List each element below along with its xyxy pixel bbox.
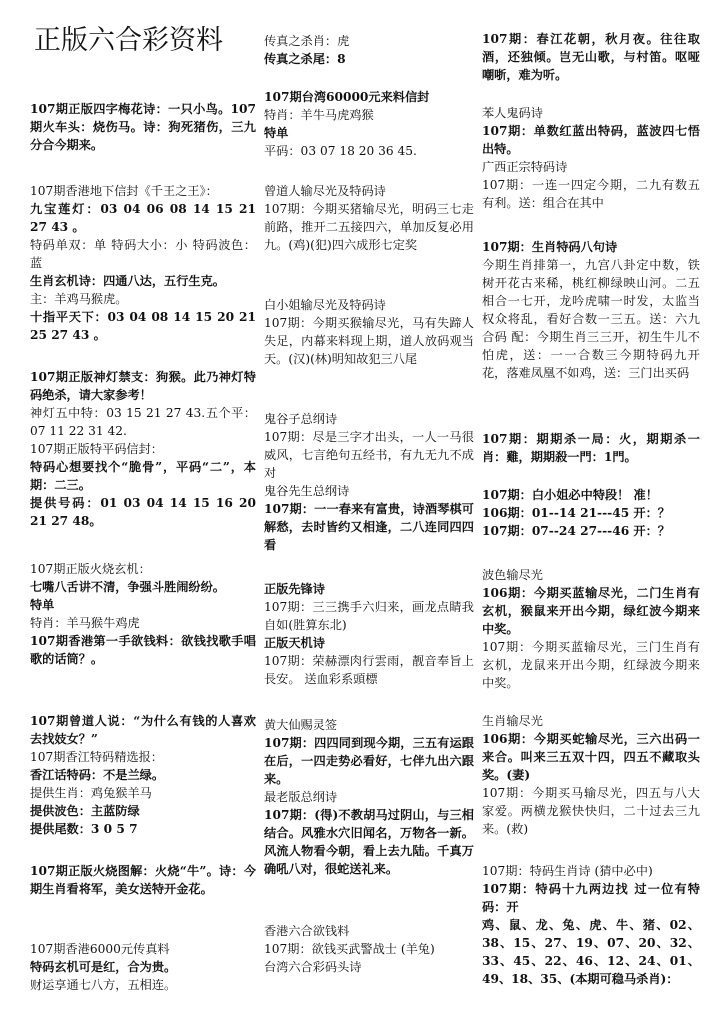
page-title: 正版六合彩资料	[34, 25, 223, 56]
section-underground-envelope	[30, 182, 256, 344]
section-color-lose-all	[482, 566, 700, 692]
section-special-zodiac	[482, 862, 700, 988]
column-right	[482, 0, 700, 1024]
section-taiwan-envelope	[264, 88, 474, 160]
text-line: 107期：尽是三字才出头，一人一马很威风，七言绝句五经书，有九无九不成对	[264, 430, 474, 480]
section-ghost-code	[482, 104, 700, 212]
text-line: 神灯五中特：03 15 21 27 43.五个平：07 11 22 31 42.	[30, 406, 256, 438]
section-zeng-daoren	[30, 712, 256, 838]
section-hk-desire	[264, 922, 474, 976]
text-line: 107期：白小姐必中特段！ 准！	[482, 488, 658, 502]
text-line: 107期：期期杀一局：火，期期杀一肖：雞，期期殺一門：1門。	[482, 432, 700, 464]
column-left	[30, 0, 256, 1024]
section-guiguzi	[264, 410, 474, 554]
text-line: 白小姐输尽光及特码诗	[264, 298, 386, 312]
text-line: 107期：今期买蓝输尽光，三门生肖有玄机，龙鼠来开出今期，红绿波今期来中奖。	[482, 640, 700, 690]
text-line: 107期：今期买马输尽光，四五与八大家爱。两横龙猴快快归，二十过去三九来。(救)	[482, 786, 700, 836]
text-line: 107期香港地下信封《千王之王》：	[30, 184, 218, 198]
text-line: 波色输尽光	[482, 568, 543, 582]
text-line: 107期：今期买猴输尽光，马有失蹄人失足，内幕来料现上期，道人放码观当天。(汉)(林)明知故犯三八尾	[264, 316, 474, 366]
section-kill-each	[482, 430, 700, 466]
text-line: 107期香港第一手欲钱料：欲钱找歌手唱歌的话筒？。	[30, 634, 256, 666]
text-line: 106期：今期买蛇输尽光，三六出码一来合。叫来三五双十四，四五不藏取头奖。(妻)	[482, 732, 700, 782]
text-line: 107期：今期买猪输尽光，明码三七走前路，推开二五接四六，单加反复必用九。(鸡)(犯)四六成形七定奖	[264, 202, 474, 252]
text-line: 提供波色：主蓝防绿	[30, 804, 140, 818]
text-line: 十指平天下：03 04 08 14 15 20 21 25 27 43 。	[30, 310, 256, 342]
text-line: 主：羊鸡马猴虎。	[30, 292, 128, 306]
text-line: 七嘴八舌讲不清，争强斗胜闹纷纷。	[30, 580, 225, 594]
text-line: 特肖：羊牛马虎鸡猴	[264, 108, 374, 122]
text-line: 生肖玄机诗：四通八达，五行生克。	[30, 274, 225, 288]
text-line: 特单	[30, 598, 55, 612]
section-bai-lose-all	[264, 296, 474, 368]
text-line: 鬼谷子总纲诗	[264, 412, 338, 426]
text-line: 台湾六合彩码头诗	[264, 960, 362, 974]
column-middle	[264, 0, 474, 1024]
text-line: 106期：今期买蓝输尽光，二门生肖有玄机，猴鼠来开出今期，绿红波今期来中奖。	[482, 586, 700, 636]
text-line: 平码：03 07 18 20 36 45.	[264, 144, 417, 158]
text-line: 106期：01--14 21---45 开：？	[482, 506, 670, 520]
text-line: 财运享通七八方，五相连。	[30, 978, 177, 992]
text-line: 107期：一一春来有富贵，诗酒琴棋可解愁，去时皆约又相逢，二八连同四四看	[264, 502, 474, 552]
text-line: 107期正版火烧图解：火烧“牛”。诗：今期生肖看将军，美女送特开金花。	[30, 864, 256, 896]
text-line: 107期：一连一四定今期，二九有数五有利。送：组合在其中	[482, 178, 700, 210]
text-line: 鬼谷先生总纲诗	[264, 484, 350, 498]
section-hk-fax	[30, 940, 256, 994]
text-line: 曾道人输尽光及特码诗	[264, 184, 386, 198]
text-line: 107期：07--24 27---46 开：？	[482, 524, 670, 538]
text-line: 107期曾道人说：“为什么有钱的人喜欢去找妓女？”	[30, 714, 256, 746]
section-eight-verse	[482, 238, 700, 382]
section-fire-mystery	[30, 560, 256, 668]
text-line: 正版天机诗	[264, 636, 325, 650]
text-line: 生肖输尽光	[482, 714, 543, 728]
text-line: 传真之杀尾：8	[264, 52, 346, 66]
text-line: 107期：三三携手六归来，画龙点睛我自如(胜算东北)	[264, 600, 474, 632]
text-line: 107期：四四同到现今期，三五有运跟在后，一四走势必看好，七伴九出六跟来。	[264, 736, 474, 786]
text-line: 特肖：羊马猴牛鸡虎	[30, 616, 140, 630]
text-line: 黄大仙赐灵签	[264, 718, 338, 732]
text-line: 特码心想要找个“脆骨”，平码“二”，本期：二三。	[30, 460, 256, 492]
section-bai-segment	[482, 486, 700, 540]
text-line: 苯人鬼码诗	[482, 106, 543, 120]
text-line: 107期：春江花朝，秋月夜。往往取酒，还独倾。岂无山歌，与村笛。呕哑嘲哳，难为听。	[482, 32, 700, 82]
text-line: 香江话特码：不是兰绿。	[30, 768, 165, 782]
text-line: 特码玄机可是红，合为贵。	[30, 960, 177, 974]
text-line: 最老版总纲诗	[264, 790, 338, 804]
section-plum-poem	[30, 100, 256, 154]
text-line: 特码单双：单 特码大小：小 特码波色：蓝	[30, 238, 256, 270]
text-line: 提供生肖：鸡兔猴羊马	[30, 786, 152, 800]
text-line: 107期：欲钱买武警战士 (羊兔)	[264, 942, 435, 956]
text-line: 今期生肖排第一，九宫八卦定中数，铁树开花古来稀，桃红柳绿映山河。二五相合一七开，龙吟虎啸一时发，太监当权众将乱，看好合数一三五。送：六九合码 配：今期生肖三三开，初生牛儿不怕虎，送：一一合数三今期特码九开花，落难凤凰不如鸡，送：三门出买码	[482, 258, 700, 380]
text-line: 107期正版特平码信封：	[30, 442, 163, 456]
text-line: 107期：特码生肖诗 (猜中必中)	[482, 864, 653, 878]
text-line: 107期香江特码精选报：	[30, 750, 163, 764]
text-line: 107期正版火烧玄机：	[30, 562, 151, 576]
text-line: 鸡、鼠、龙、兔、虎、牛、猪、02、38、15、27、19、07、20、32、33、45、22、46、12、24、01、49、18、35、(本期可稳马杀肖)：	[482, 918, 700, 986]
text-line: 香港六合欲钱料	[264, 924, 350, 938]
section-zeng-lose-all	[264, 182, 474, 254]
text-line: 107期台湾60000元来料信封	[264, 90, 430, 104]
section-vanguard	[264, 580, 474, 688]
text-line: 107期正版神灯禁支：狗猴。此乃神灯特码绝杀，请大家参考！	[30, 370, 256, 402]
text-line: 107期：生肖特码八句诗	[482, 240, 618, 254]
text-line: 提供尾数：3 0 5 7	[30, 822, 138, 836]
section-magic-lamp	[30, 368, 256, 530]
section-zodiac-lose-all	[482, 712, 700, 838]
text-line: 107期：特码十九两边找 过一位有特码：开	[482, 882, 700, 914]
section-fire-diagram	[30, 862, 256, 898]
text-line: 正版先锋诗	[264, 582, 325, 596]
section-wong-tai-sin	[264, 716, 474, 878]
text-line: 107期香港6000元传真料	[30, 942, 170, 956]
text-line: 107期：(得)不教胡马过阴山，与三相结合。风雅水穴旧闻名，万物各一新。风流人物看今朝，看上去九陆。千真万确吼八对，很蛇送礼来。	[264, 808, 474, 876]
text-line: 特单	[264, 126, 289, 140]
text-line: 107期：荣赫漂肉行雲雨，靓音奉旨上長安。 送血彩系頭標	[264, 654, 474, 686]
section-fax-kill	[264, 32, 474, 68]
text-line: 提供号码：01 03 04 14 15 16 20 21 27 48。	[30, 496, 256, 528]
text-line: 107期正版四字梅花诗：一只小鸟。107期火车头：烧伤马。诗：狗死猪伤，三九分合今期来。	[30, 102, 256, 152]
text-line: 广西正宗特码诗	[482, 160, 568, 174]
text-line: 107期：单数红蓝出特码，蓝波四七悟出特。	[482, 124, 700, 156]
text-line: 九宝莲灯：03 04 06 08 14 15 21 27 43 。	[30, 202, 256, 234]
section-spring-river	[482, 30, 700, 84]
text-line: 传真之杀肖：虎	[264, 34, 350, 48]
